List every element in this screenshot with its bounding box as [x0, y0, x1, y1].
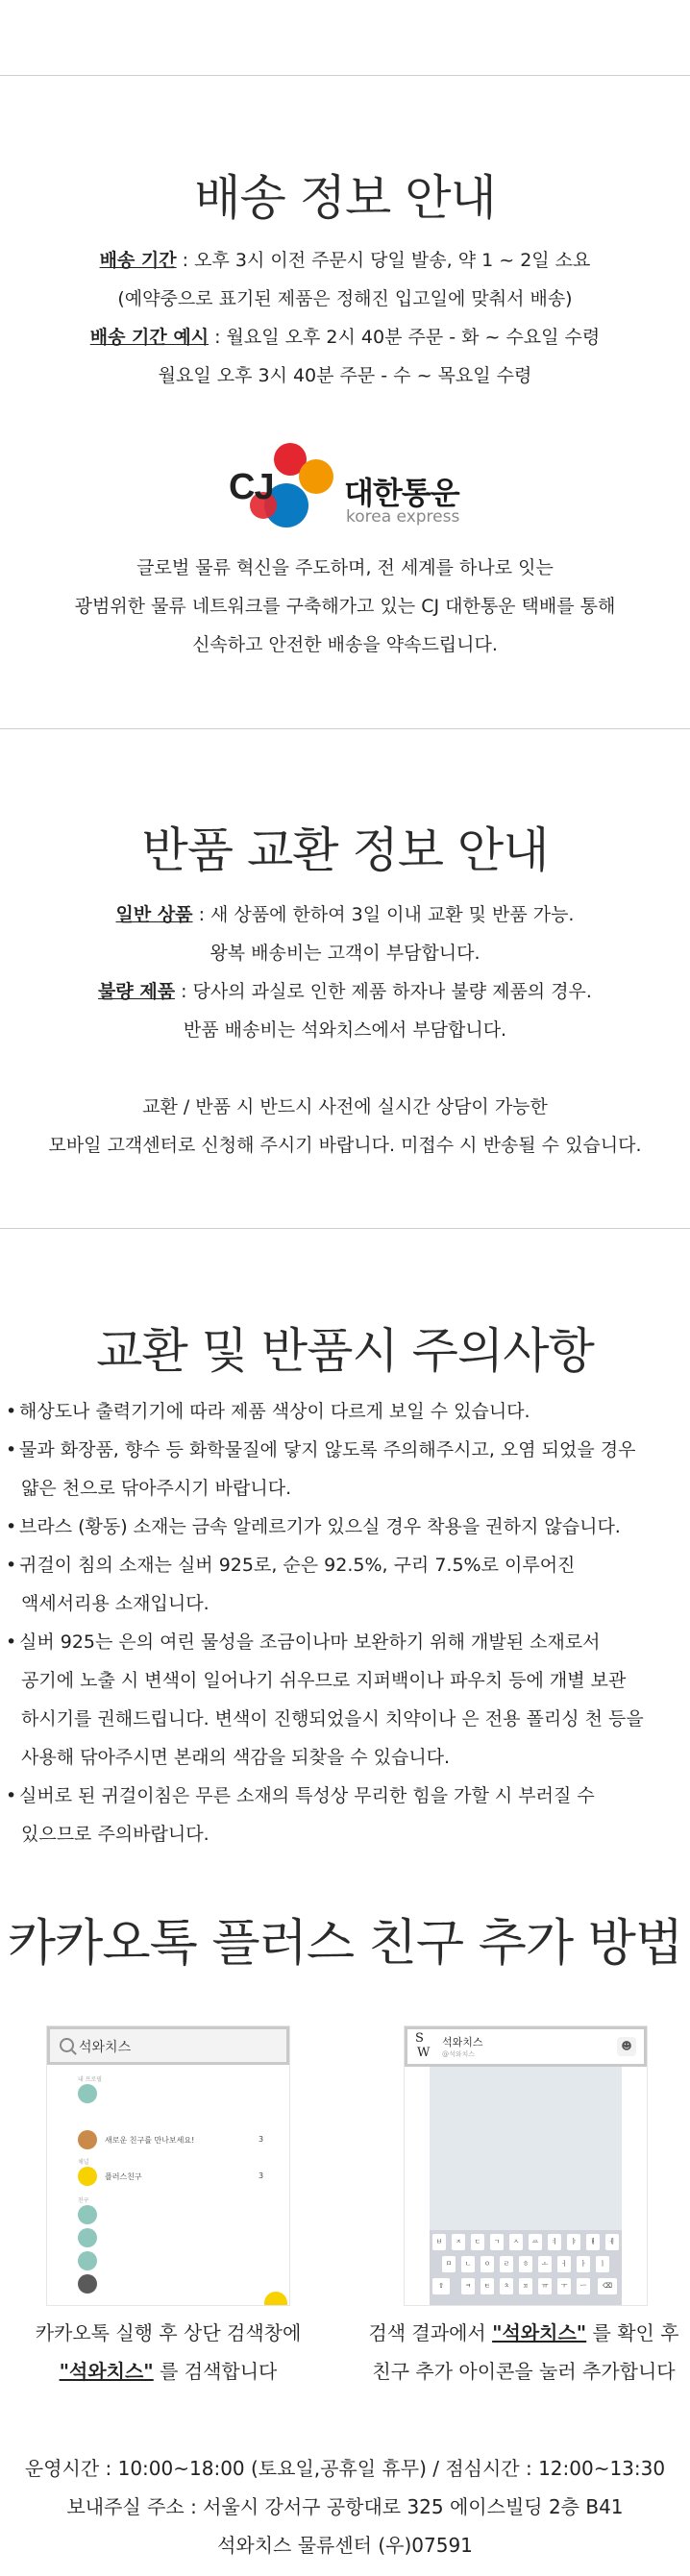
bullet-icon: •	[6, 1516, 17, 1537]
plus-friend-icon	[78, 2167, 97, 2186]
caution-item-text: 액세서리용 소재입니다.	[21, 1593, 209, 1614]
key: ㅅ	[509, 2234, 523, 2250]
footer-address: 보내주실 주소 : 서울시 강서구 공항대로 325 에이스빌딩 2층 B41	[66, 2495, 624, 2518]
returns-general-text: : 새 상품에 한하여 3일 이내 교환 및 반품 가능.	[192, 904, 575, 925]
kakao-left-caption-rest: 를 검색합니다	[153, 2360, 278, 2383]
avatar	[78, 2205, 97, 2224]
kakao-search-bar	[47, 2026, 289, 2065]
key: ㅌ	[481, 2278, 494, 2294]
shipping-example-text: : 월요일 오후 2시 40분 주문 - 화 ~ 수요일 수령	[209, 327, 601, 348]
cj-desc-3: 신속하고 안전한 배송을 약속드립니다.	[192, 634, 498, 655]
key: ㅓ	[557, 2256, 571, 2272]
key: ㅗ	[538, 2256, 552, 2272]
section-label: 내 프로필	[78, 2076, 103, 2083]
cj-desc-2: 광범위한 물류 네트워크를 구축해가고 있는 CJ 대한통운 택배를 통해	[74, 596, 616, 617]
kakao-search-term: "석와치스"	[59, 2360, 154, 2383]
sw-logo-w: W	[417, 2046, 431, 2060]
divider-2	[0, 1228, 690, 1229]
shipping-period-label: 배송 기간	[99, 250, 177, 271]
bullet-icon: •	[6, 1555, 17, 1576]
shipping-period	[0, 246, 690, 272]
cj-desc-1: 글로벌 물류 혁신을 주도하며, 전 세계를 하나로 잇는	[136, 557, 554, 578]
kakao-title: 카카오톡 플러스 친구 추가 방법	[7, 1915, 683, 1973]
add-friend-icon: ☻	[617, 2037, 636, 2056]
section-label: 친구	[78, 2197, 89, 2204]
cautions-title: 교환 및 반품시 주의사항	[96, 1323, 594, 1379]
returns-title: 반품 교환 정보 안내	[141, 822, 549, 878]
key: ㅈ	[452, 2234, 465, 2250]
divider-1	[0, 728, 690, 729]
footer-hours: 운영시간 : 10:00~18:00 (토요일,공휴일 휴무) / 점심시간 : 12:00~13:30	[24, 2457, 666, 2480]
kakao-right-caption	[357, 2314, 690, 2391]
caution-item-text: 공기에 노출 시 변색이 일어나기 쉬우므로 지퍼백이나 파우치 등에 개별 보관	[21, 1670, 627, 1691]
caution-item-text: 물과 화장품, 향수 등 화학물질에 닿지 않도록 주의해주시고, 오염 되었을 경우	[19, 1439, 636, 1460]
channel-name: 석와치스	[442, 2036, 483, 2049]
shift-key-icon: ⇧	[432, 2278, 450, 2294]
backspace-key-icon: ⌫	[598, 2278, 617, 2294]
key: ㅜ	[557, 2278, 571, 2294]
key: ㅣ	[596, 2256, 609, 2272]
key: ㅕ	[548, 2234, 561, 2250]
key: ㅁ	[442, 2256, 456, 2272]
caution-item-text: 얇은 천으로 닦아주시기 바랍니다.	[21, 1478, 292, 1499]
key: ㅠ	[538, 2278, 552, 2294]
top-divider	[0, 75, 690, 76]
key: ㅔ	[605, 2234, 619, 2250]
key: ㅂ	[432, 2234, 446, 2250]
keyboard	[430, 2230, 622, 2305]
shipping-preorder-note: (예약중으로 표기된 제품은 정해진 입고일에 맞춰서 배송)	[117, 288, 573, 309]
key: ㄴ	[461, 2256, 475, 2272]
shipping-example	[0, 323, 690, 349]
cautions-list	[6, 1392, 678, 1853]
avatar	[78, 2251, 97, 2270]
caution-item-text: 실버로 된 귀걸이침은 무른 소재의 특성상 무리한 힘을 가할 시 부러질 수	[19, 1785, 595, 1806]
returns-defect-text: : 당사의 과실로 인한 제품 하자나 불량 제품의 경우.	[175, 981, 592, 1002]
list-item: 새로운 친구를 만나보세요!	[105, 2136, 195, 2145]
kakao-right-caption-post: 를 확인 후	[586, 2321, 679, 2344]
kakao-search-value: 석와치스	[79, 2040, 132, 2055]
bullet-icon: •	[6, 1439, 17, 1460]
caution-item-5	[6, 1623, 678, 1661]
caution-item-text: 브라스 (황동) 소재는 금속 알레르기가 있으실 경우 착용을 권하지 않습니다.	[19, 1516, 621, 1537]
list-item-count: 3	[259, 2171, 264, 2180]
key: ㅛ	[529, 2234, 542, 2250]
caution-item-text: 실버 925는 은의 여린 물성을 조금이나마 보완하기 위해 개발된 소재로서	[19, 1631, 601, 1653]
footer-center: 석와치스 물류센터 (우)07591	[217, 2534, 473, 2557]
kakao-left-caption-2	[10, 2352, 327, 2391]
key: ㅡ	[577, 2278, 590, 2294]
search-icon	[60, 2038, 74, 2052]
list-item-count: 3	[259, 2135, 264, 2144]
returns-general-label: 일반 상품	[115, 904, 193, 925]
section-label: 채널	[78, 2159, 89, 2166]
chat-area	[430, 2067, 622, 2230]
returns-general	[0, 900, 690, 926]
kakao-right-caption-2: 친구 추가 아이콘을 눌러 추가합니다	[372, 2360, 676, 2383]
key: ㅎ	[519, 2256, 532, 2272]
key: ㅋ	[461, 2278, 475, 2294]
kakao-right-caption-pre: 검색 결과에서	[368, 2321, 493, 2344]
channel-header	[405, 2026, 647, 2067]
returns-notice-1: 교환 / 반품 시 반드시 사전에 실시간 상담이 가능한	[142, 1096, 548, 1117]
caution-item-text: 하시기를 권해드립니다. 변색이 진행되었을시 치약이나 은 전용 폴리싱 천 등을	[21, 1708, 644, 1730]
caution-item-2	[6, 1431, 678, 1469]
channel-id: @석와치스	[442, 2050, 476, 2058]
cj-logo-text: CJ	[229, 467, 274, 507]
returns-defect-label: 불량 제품	[98, 981, 176, 1002]
shipping-example-2: 월요일 오후 3시 40분 주문 - 수 ~ 목요일 수령	[158, 365, 532, 386]
cj-logo	[225, 434, 465, 540]
cj-logo-korean: 대한통운	[344, 475, 459, 511]
kakao-search-screenshot	[46, 2025, 290, 2306]
kakao-left-caption	[10, 2314, 327, 2391]
caution-item-text: 있으므로 주의바랍니다.	[21, 1824, 209, 1845]
avatar	[78, 2130, 97, 2149]
shipping-period-text: : 오후 3시 이전 주문시 당일 발송, 약 1 ~ 2일 소요	[176, 250, 591, 271]
avatar	[78, 2228, 97, 2247]
kakao-left-caption-1: 카카오톡 실행 후 상단 검색창에	[35, 2321, 302, 2344]
bullet-icon: •	[6, 1401, 17, 1422]
avatar	[78, 2274, 97, 2294]
caution-item-text: 해상도나 출력기기에 따라 제품 색상이 다르게 보일 수 있습니다.	[19, 1401, 530, 1422]
key: ㅏ	[577, 2256, 590, 2272]
caution-item-text: 사용해 닦아주시면 본래의 색감을 되찾을 수 있습니다.	[21, 1747, 451, 1768]
kakao-right-caption-1	[357, 2314, 690, 2352]
returns-general-2: 왕복 배송비는 고객이 부담합니다.	[209, 943, 481, 964]
kakao-search-term: "석와치스"	[492, 2321, 587, 2344]
footer	[0, 2449, 690, 2564]
shipping-title: 배송 정보 안내	[194, 170, 496, 226]
key: ㄱ	[490, 2234, 504, 2250]
caution-item-4	[6, 1546, 678, 1584]
caution-item-1	[6, 1392, 678, 1431]
cj-logo-english: korea express	[346, 507, 460, 527]
sw-logo-s: S	[415, 2031, 424, 2046]
caution-item-3	[6, 1508, 678, 1546]
key: ㅑ	[567, 2234, 580, 2250]
bullet-icon: •	[6, 1631, 17, 1653]
caution-item-text: 귀걸이 침의 소재는 실버 925로, 순은 92.5%, 구리 7.5%로 이루어진	[19, 1555, 576, 1576]
shipping-example-label: 배송 기간 예시	[89, 327, 209, 348]
kakao-channel-screenshot	[404, 2025, 648, 2306]
key: ㅇ	[481, 2256, 494, 2272]
returns-notice-2: 모바일 고객센터로 신청해 주시기 바랍니다. 미접수 시 반송될 수 있습니다.	[48, 1135, 642, 1156]
key: ㄷ	[471, 2234, 484, 2250]
returns-defect-2: 반품 배송비는 석와치스에서 부담합니다.	[183, 1019, 507, 1041]
key: ㅐ	[586, 2234, 600, 2250]
list-item: 플러스친구	[105, 2172, 142, 2181]
bullet-icon: •	[6, 1785, 17, 1806]
key: ㅍ	[519, 2278, 532, 2294]
caution-item-6	[6, 1777, 678, 1815]
key: ㄹ	[500, 2256, 513, 2272]
kakao-floating-button	[264, 2292, 287, 2306]
key: ㅊ	[500, 2278, 513, 2294]
avatar	[78, 2084, 97, 2103]
returns-defect	[0, 977, 690, 1003]
